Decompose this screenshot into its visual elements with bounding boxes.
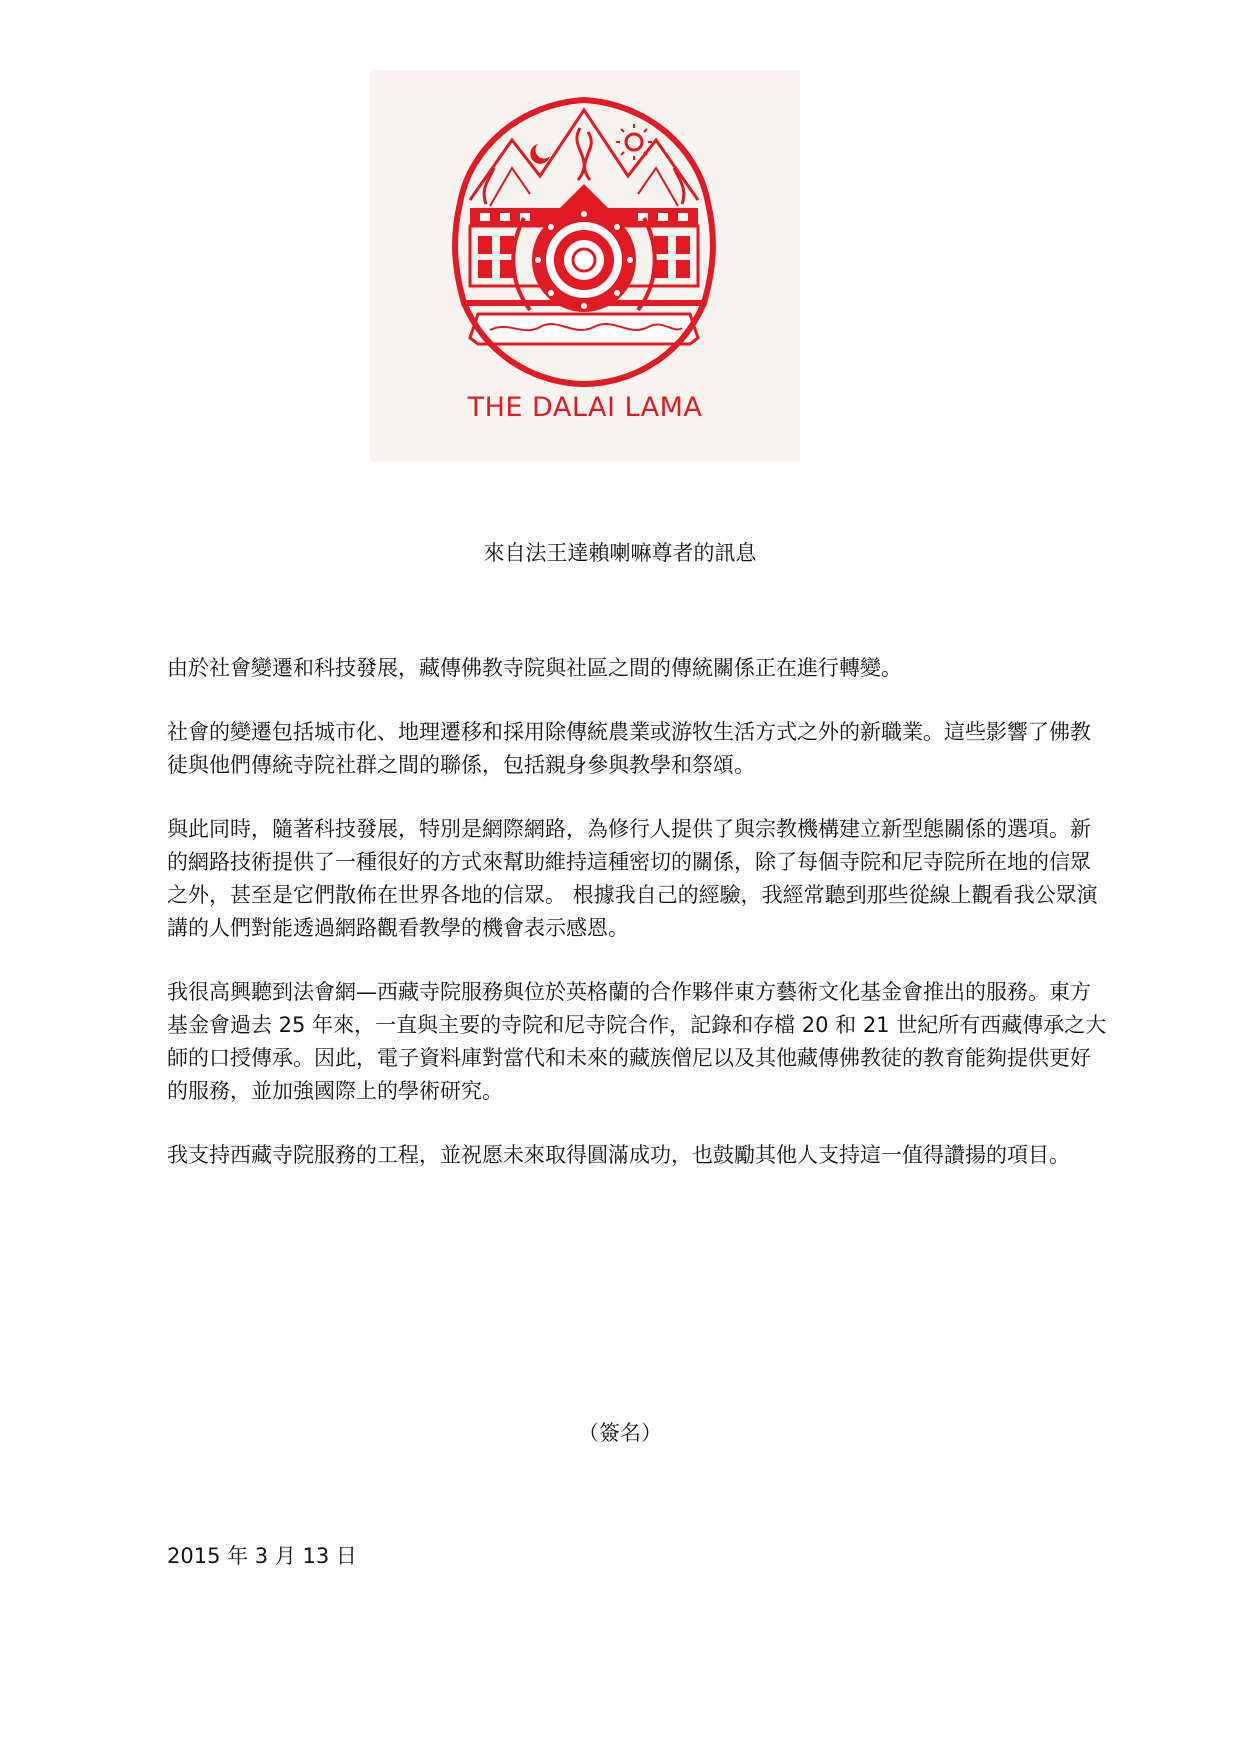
paragraph-1: 由於社會變遷和科技發展，藏傳佛教寺院與社區之間的傳統關係正在進行轉變。 bbox=[167, 656, 902, 680]
letterhead-org-name: THE DALAI LAMA bbox=[467, 392, 703, 423]
letter-body bbox=[167, 652, 1107, 1203]
paragraph-3: 與此同時，隨著科技發展，特別是網際網路，為修行人提供了與宗教機構建立新型態關係的選項。新的網路技術提供了一種很好的方式來幫助維持這種密切的關係，除了每個寺院和尼寺院所在地的信眾之外，甚至是它們散佈在世界各地的信眾。 根據我自己的經驗，我經常聽到那些從線上觀看我公眾演講的人們對能透過網路觀看教學的機會表示感恩。 bbox=[167, 817, 1098, 940]
paragraph-4: 我很高興聽到法會網—西藏寺院服務與位於英格蘭的合作夥伴東方藝術文化基金會推出的服務。東方基金會過去 25 年來，一直與主要的寺院和尼寺院合作，記錄和存檔 20 和 21 世紀所有西藏傳承之大師的口授傳承。因此，電子資料庫對當代和未來的藏族僧尼以及其他藏傳佛教徒的教育能夠提供更好的服務，並加強國際上的學術研究。 bbox=[167, 980, 1107, 1103]
letterhead bbox=[370, 70, 800, 462]
signature: （簽名） bbox=[578, 1421, 662, 1445]
dalai-lama-seal-logo bbox=[450, 88, 718, 388]
paragraph-5: 我支持西藏寺院服務的工程，並祝愿未來取得圓滿成功，也鼓勵其他人支持這一值得讚揚的項目。 bbox=[167, 1143, 1070, 1167]
page-title: 來自法王達賴喇嘛尊者的訊息 bbox=[483, 541, 757, 565]
letter-date: 2015 年 3 月 13 日 bbox=[167, 1544, 357, 1568]
paragraph-2: 社會的變遷包括城市化、地理遷移和採用除傳統農業或游牧生活方式之外的新職業。這些影響了佛教徒與他們傳統寺院社群之間的聯係，包括親身參與教學和祭頌。 bbox=[167, 720, 1091, 777]
